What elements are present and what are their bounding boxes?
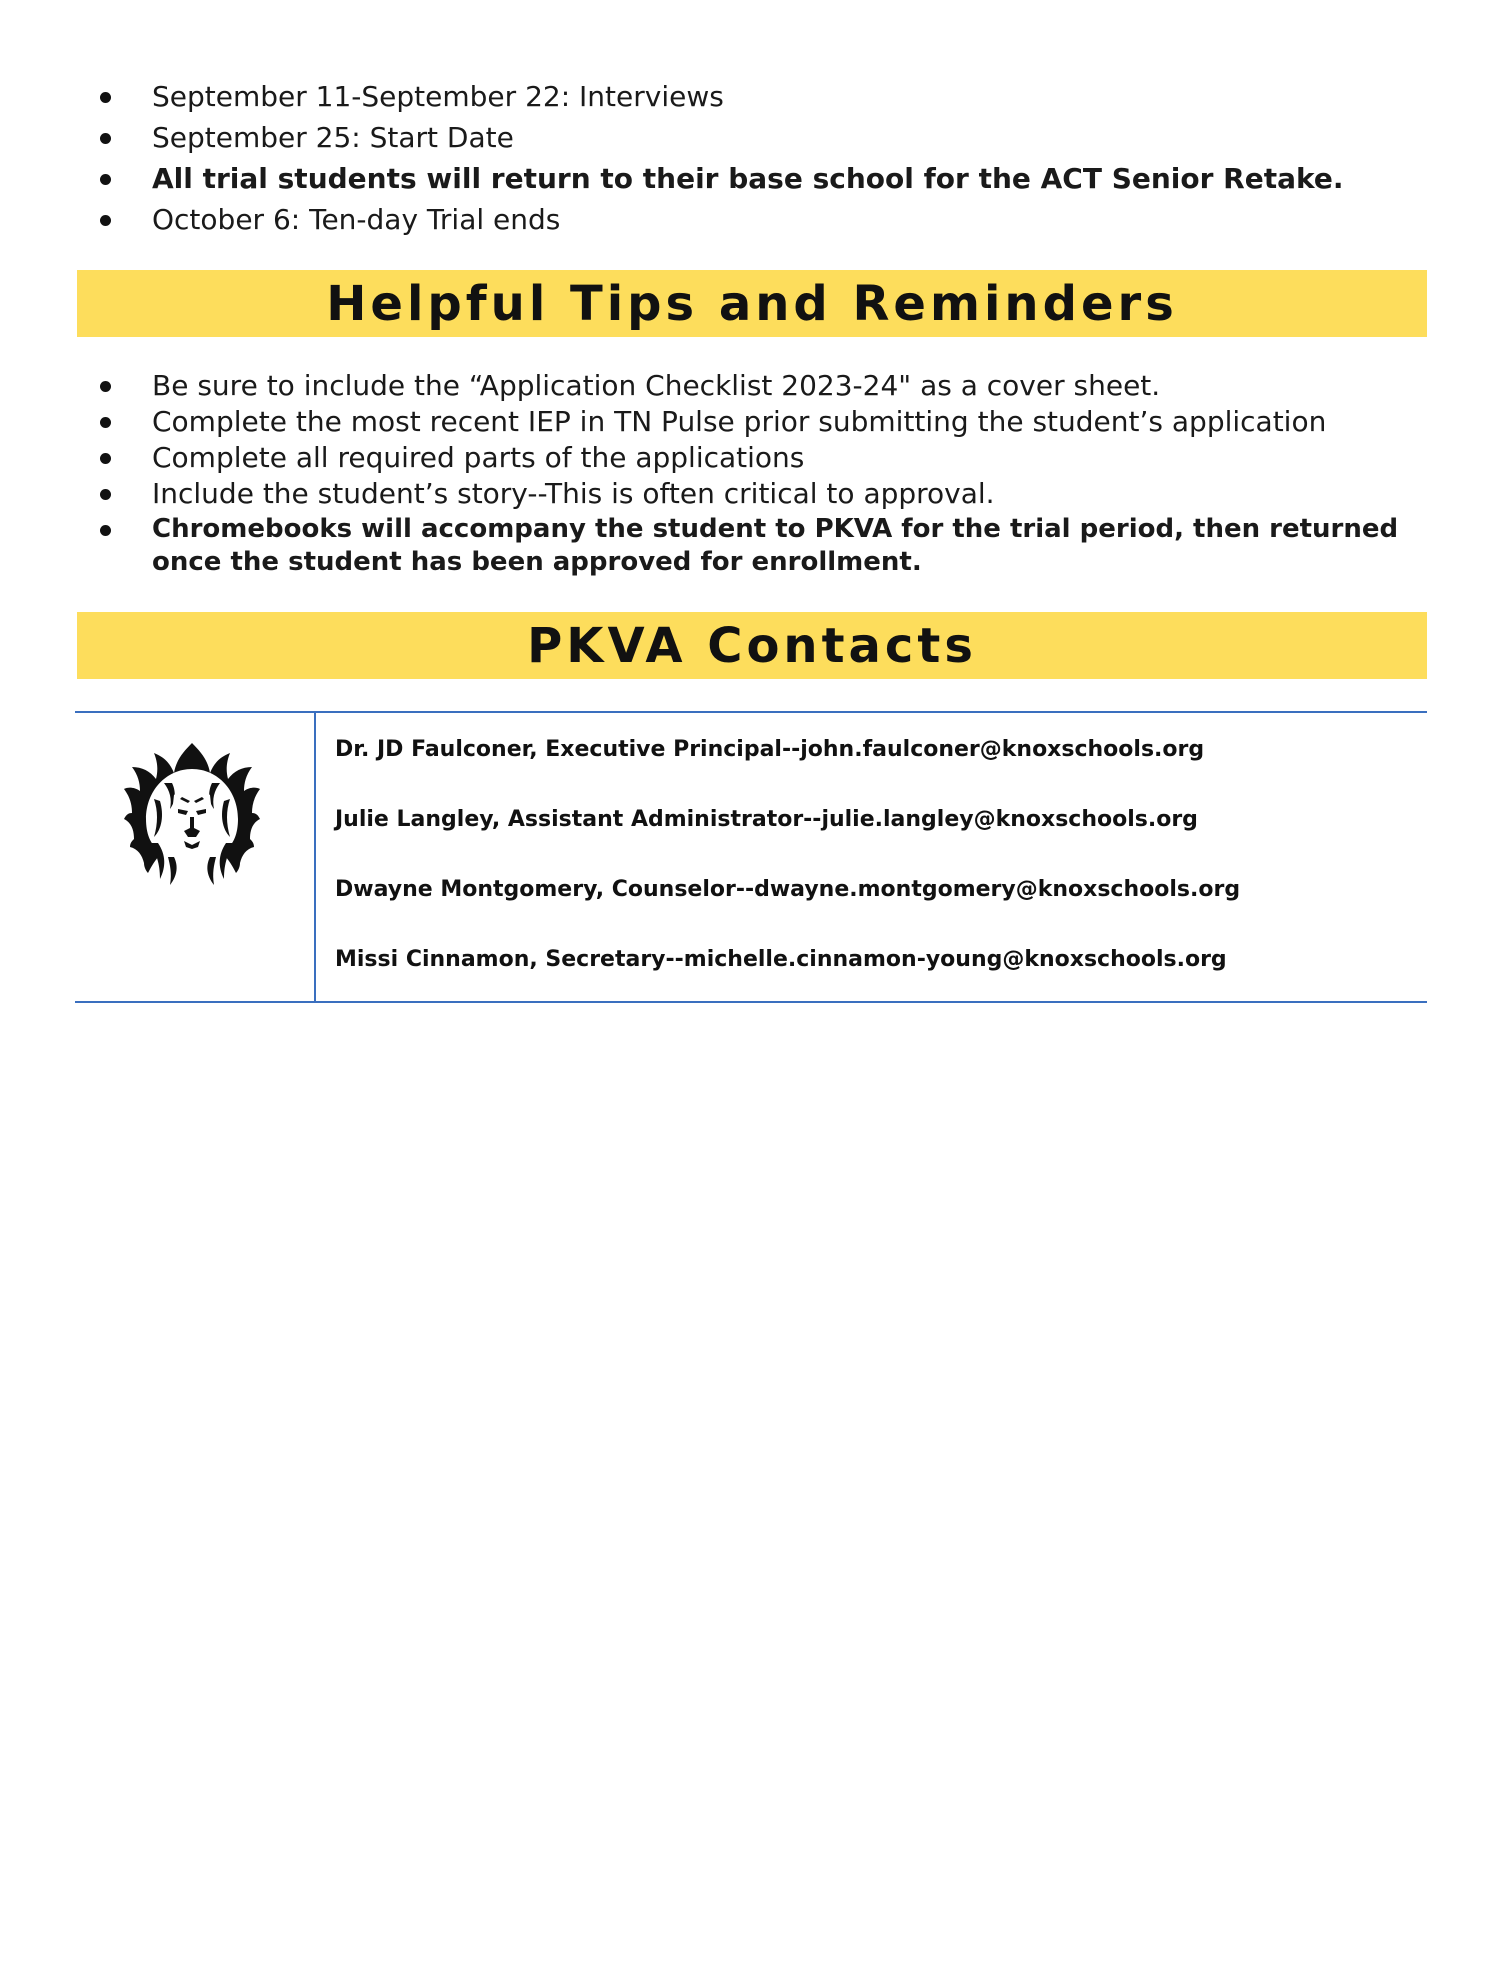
contacts-list xyxy=(316,713,1427,1001)
contact-assistant-admin: Julie Langley, Assistant Administrator--julie.langley@knoxschools.org xyxy=(335,807,1198,832)
contact-secretary: Missi Cinnamon, Secretary--michelle.cinnamon-young@knoxschools.org xyxy=(335,947,1227,972)
tip-item-emphasis: Chromebooks will accompany the student to PKVA for the trial period, then returned once the student has been approved for enrollment. xyxy=(95,512,1430,579)
contact-counselor: Dwayne Montgomery, Counselor--dwayne.montgomery@knoxschools.org xyxy=(335,877,1241,902)
tip-item: Complete all required parts of the applications xyxy=(95,440,1430,476)
lion-head-icon xyxy=(124,739,260,885)
tip-item: Complete the most recent IEP in TN Pulse prior submitting the student’s application xyxy=(95,404,1430,440)
logo-cell xyxy=(75,713,316,1001)
tip-item: Be sure to include the “Application Checklist 2023-24" as a cover sheet. xyxy=(95,368,1430,404)
contacts-table xyxy=(75,711,1427,1003)
date-item-emphasis: All trial students will return to their base school for the ACT Senior Retake. xyxy=(95,158,1415,199)
contact-principal: Dr. JD Faulconer, Executive Principal--john.faulconer@knoxschools.org xyxy=(335,737,1205,762)
date-item: October 6: Ten-day Trial ends xyxy=(95,199,1415,240)
tips-banner xyxy=(77,270,1427,337)
contacts-banner xyxy=(77,612,1427,679)
tips-heading: Helpful Tips and Reminders xyxy=(326,275,1178,332)
contacts-heading: PKVA Contacts xyxy=(527,617,977,674)
dates-list xyxy=(95,76,1415,240)
tip-item: Include the student’s story--This is often critical to approval. xyxy=(95,476,1430,512)
tips-list xyxy=(95,368,1430,579)
date-item: September 11-September 22: Interviews xyxy=(95,76,1415,117)
date-item: September 25: Start Date xyxy=(95,117,1415,158)
